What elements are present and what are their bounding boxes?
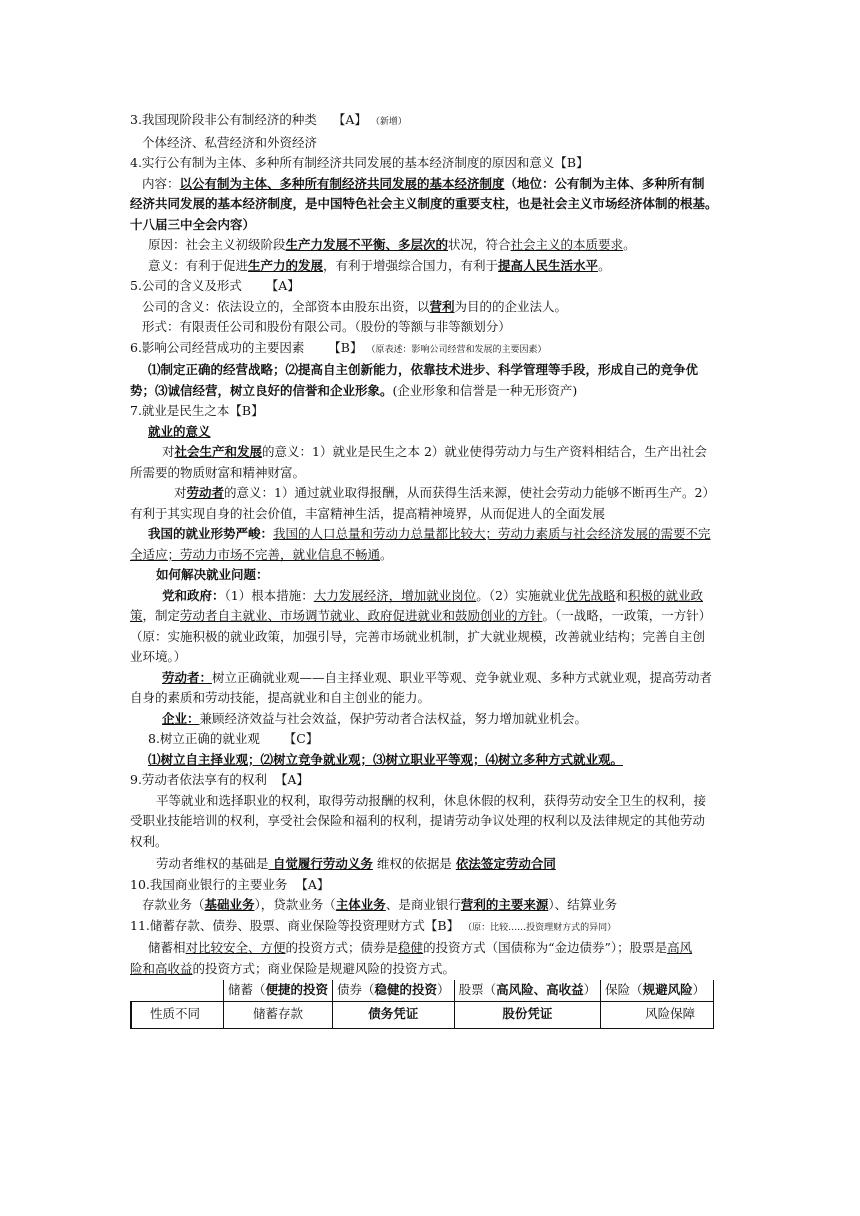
enterprise-role: 企业：兼顾经济效益与社会效益，保护劳动者合法权益，努力增加就业机会。	[162, 710, 588, 726]
section-4-content-cont: 经济共同发展的基本经济制度，是中国特色社会主义制度的重要支柱，也是社会主义市场经济体制的根基。	[130, 196, 718, 211]
how-to-solve: 如何解决就业问题：	[156, 567, 269, 582]
section-11-body-1: 储蓄相对比较安全、方便的投资方式；债券是稳健的投资方式（国债称为“金边债券”）；股票是高风	[148, 940, 693, 955]
document-page	[130, 110, 732, 1029]
social-meaning: 对社会生产和发展的意义：1）就业是民生之本 2）就业使得劳动力与生产资料相结合，生产出社会	[162, 444, 707, 459]
cell-savings: 储蓄存款	[224, 1001, 333, 1028]
employment-situation-cont: 全适应；劳动力市场不完善，就业信息不畅通。	[130, 546, 393, 562]
section-6-heading: 6.影响公司经营成功的主要因素 【B】 （原表述：影响公司经营和发展的主要因素）	[130, 339, 547, 355]
cell-bonds: 债务凭证	[333, 1001, 455, 1028]
section-4-heading: 4.实行公有制为主体、多种所有制经济共同发展的基本经济制度的原因和意义【B】	[130, 155, 589, 170]
section-4-reason: 原因：社会主义初级阶段生产力发展不平衡、多层次的状况，符合社会主义的本质要求。	[148, 237, 636, 252]
section-5-heading: 5.公司的含义及形式 【A】	[130, 278, 300, 293]
section-4-content-cont2: 十八届三中全会内容）	[130, 216, 256, 232]
party-government-orig: （原：实施积极的就业政策，加强引导，完善市场就业机制，扩大就业规模，改善就业结构；完善自主创	[130, 628, 706, 644]
party-government-orig-cont: 业环境。）	[130, 649, 187, 664]
section-7-heading: 7.就业是民生之本【B】	[130, 403, 264, 418]
section-6-body-2: 势；⑶诚信经营，树立良好的信誉和企业形象。(企业形象和信誉是一种无形资产)	[130, 382, 578, 398]
worker-meaning: 对劳动者的意义：1）通过就业取得报酬，从而获得生活来源，使社会劳动力能够不断再生产。2）	[174, 485, 715, 500]
section-10-heading: 10.我国商业银行的主要业务 【A】	[130, 876, 330, 892]
section-3-body: 个体经济、私营经济和外资经济	[142, 134, 318, 150]
section-9-body-3: 权利。	[130, 833, 168, 849]
investment-table	[130, 980, 732, 1029]
section-11-heading: 11.储蓄存款、债券、股票、商业保险等投资理财方式【B】 （原：比较……投资理财方式的异同）	[130, 917, 617, 933]
section-9-body-1: 平等就业和选择职业的权利，取得劳动报酬的权利，休息休假的权利，获得劳动安全卫生的权利，接	[156, 792, 707, 808]
section-6-body-1: ⑴制定正确的经营战略；⑵提高自主创新能力，依靠技术进步、科学管理等手段，形成自己的竞争优	[148, 362, 699, 377]
header-cell-savings: 储蓄（便捷的投资	[224, 980, 333, 1001]
header-cell-bonds: 债券（稳健的投资）	[333, 980, 455, 1001]
header-cell-stocks: 股票（高风险、高收益）	[454, 980, 601, 1001]
section-10-body: 存款业务（基础业务），贷款业务（主体业务、是商业银行营利的主要来源）、结算业务	[142, 897, 618, 912]
section-8-body: ⑴树立自主择业观；⑵树立竞争就业观；⑶树立职业平等观；⑷树立多种方式就业观。	[148, 751, 624, 767]
section-5-definition: 公司的含义：依法设立的，全部资本由股东出资，以营利为目的的企业法人。	[142, 298, 568, 314]
section-9-heading: 9.劳动者依法享有的权利 【A】	[130, 772, 309, 787]
section-11-body-2: 险和高收益的投资方式；商业保险是规避风险的投资方式。	[130, 960, 456, 976]
worker-meaning-cont: 有利于其实现自身的社会价值，丰富精神生活，提高精神境界，从而促进人的全面发展	[130, 505, 606, 521]
section-5-forms: 形式：有限责任公司和股份有限公司。（股份的等额与非等额划分）	[142, 319, 511, 334]
cell-insurance: 风险保障	[601, 1001, 714, 1028]
rights-protection: 劳动者维权的基础是 自觉履行劳动义务 维权的依据是 依法签定劳动合同	[156, 856, 556, 871]
section-4-content: 内容：以公有制为主体、多种所有制经济共同发展的基本经济制度（地位：公有制为主体、多种所有制	[142, 175, 705, 191]
workers-role-cont: 自身的素质和劳动技能，提高就业和自主创业的能力。	[130, 690, 431, 705]
social-meaning-cont: 所需要的物质财富和精神财富。	[130, 464, 306, 480]
party-government-cont: 策，制定劳动者自主就业、市场调节就业、政府促进就业和鼓励创业的方针。（一战略，一政策，一方针）	[130, 608, 712, 623]
employment-situation: 我国的就业形势严峻：我国的人口总量和劳动力总量都比较大；劳动力素质与社会经济发展的需要不完	[148, 526, 711, 541]
row-label: 性质不同	[131, 1001, 224, 1028]
employment-meaning-title: 就业的意义	[148, 423, 211, 439]
cell-stocks: 股份凭证	[454, 1001, 601, 1028]
workers-role: 劳动者：树立正确就业观——自主择业观、职业平等观、竞争就业观、多种方式就业观，提高劳动者	[162, 669, 713, 685]
party-government: 党和政府：（1）根本措施：大力发展经济，增加就业岗位。（2）实施就业优先战略和积极的就业政	[162, 587, 704, 603]
section-9-body-2: 受职业技能培训的权利，享受社会保险和福利的权利，提请劳动争议处理的权利以及法律规定的其他劳动	[130, 813, 706, 828]
section-3-heading: 3.我国现阶段非公有制经济的种类 【A】 （新增）	[130, 112, 407, 127]
table-row	[131, 1001, 714, 1028]
section-8-heading: 8.树立正确的就业观 【C】	[148, 731, 319, 746]
section-4-meaning: 意义：有利于促进生产力的发展，有利于增强综合国力，有利于提高人民生活水平。	[148, 257, 611, 273]
header-cell-insurance: 保险（规避风险）	[601, 980, 714, 1001]
